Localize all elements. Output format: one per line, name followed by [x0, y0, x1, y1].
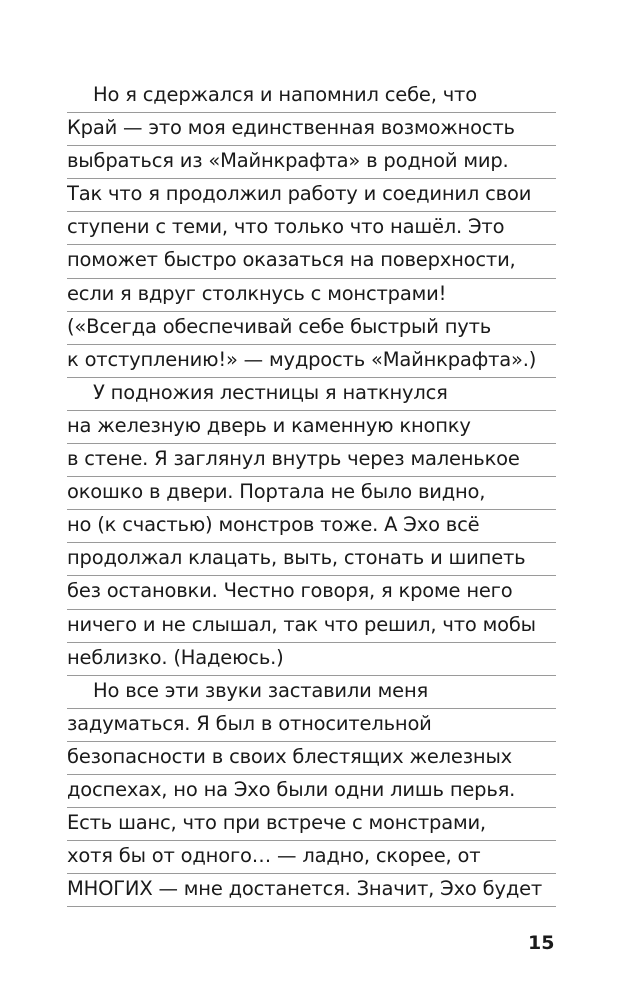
text-line: в стене. Я заглянул внутрь через маленькое: [67, 444, 556, 477]
text-line: но (к счастью) монстров тоже. А Эхо всё: [67, 510, 556, 543]
text-line: безопасности в своих блестящих железных: [67, 742, 556, 775]
text-line: без остановки. Честно говоря, я кроме него: [67, 576, 556, 609]
text-line: Край — это моя единственная возможность: [67, 113, 556, 146]
text-line: Так что я продолжил работу и соединил свои: [67, 179, 556, 212]
page-number: 15: [528, 932, 555, 954]
text-line: если я вдруг столкнусь с монстрами!: [67, 279, 556, 312]
text-line: задуматься. Я был в относительной: [67, 709, 556, 742]
text-line: Но все эти звуки заставили меня: [67, 676, 556, 709]
text-line: МНОГИХ — мне достанется. Значит, Эхо будет: [67, 874, 556, 907]
text-line: неблизко. (Надеюсь.): [67, 643, 556, 676]
text-line: Есть шанс, что при встрече с монстрами,: [67, 808, 556, 841]
text-line: ничего и не слышал, так что решил, что мобы: [67, 610, 556, 643]
text-line: к отступлению!» — мудрость «Майнкрафта».): [67, 345, 556, 378]
ruled-text-body: [67, 80, 556, 907]
text-line: выбраться из «Майнкрафта» в родной мир.: [67, 146, 556, 179]
text-line: («Всегда обеспечивай себе быстрый путь: [67, 312, 556, 345]
text-line: окошко в двери. Портала не было видно,: [67, 477, 556, 510]
text-line: на железную дверь и каменную кнопку: [67, 411, 556, 444]
text-line: поможет быстро оказаться на поверхности,: [67, 245, 556, 278]
text-line: ступени с теми, что только что нашёл. Это: [67, 212, 556, 245]
text-line: Но я сдержался и напомнил себе, что: [67, 80, 556, 113]
text-line: доспехах, но на Эхо были одни лишь перья.: [67, 775, 556, 808]
text-line: хотя бы от одного… — ладно, скорее, от: [67, 841, 556, 874]
text-line: продолжал клацать, выть, стонать и шипеть: [67, 543, 556, 576]
text-line: У подножия лестницы я наткнулся: [67, 378, 556, 411]
